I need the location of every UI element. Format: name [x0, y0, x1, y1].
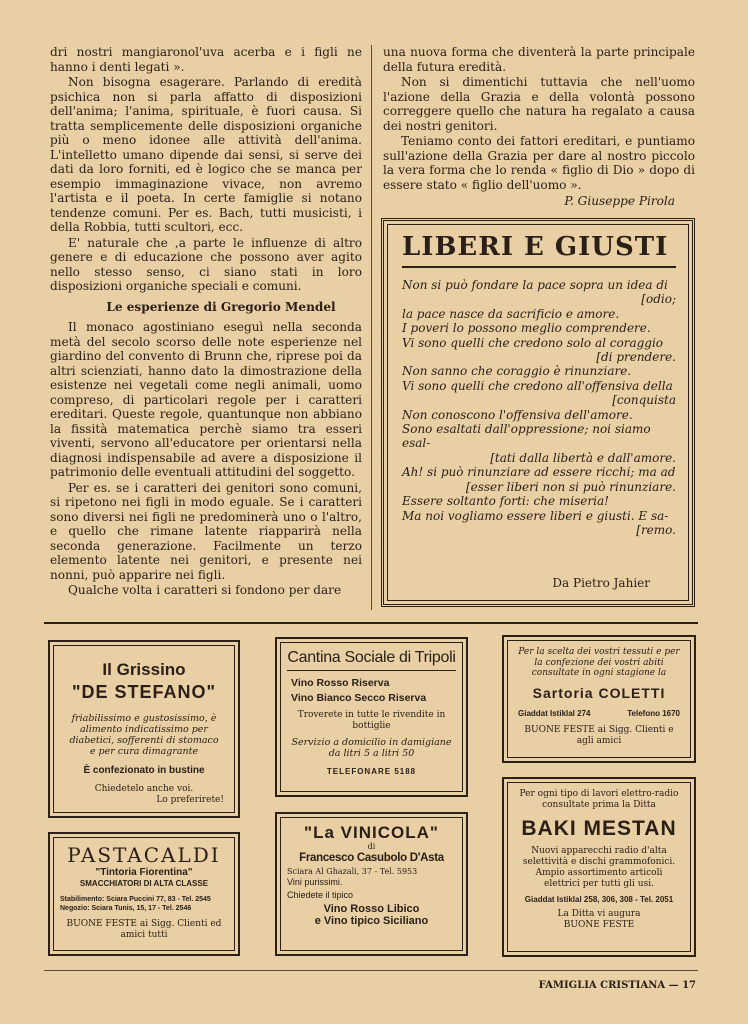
ad-frame: [507, 640, 691, 758]
ad-frame: [507, 782, 691, 952]
poem-line: Sono esaltati dall'oppressione; noi siamo esal-: [402, 422, 651, 451]
ad-phone: Telefono 1670: [627, 708, 680, 718]
poem-line: Non sanno che coraggio è rinunziare.: [402, 364, 632, 379]
poem-line: Non conoscono l'offensiva dell'amore.: [402, 407, 633, 422]
ad-frame: [280, 817, 463, 951]
ad-frame: [53, 837, 235, 951]
paragraph: Per es. se i caratteri dei genitori sono comuni, si ripetono nei figli in modo eguale. Se i caratteri sono diversi nei figli ne predominerà uno o l'altro, e quello che rimane latente riapparirà nella seconda generazione. Facilmente un terzo elemento latente nei genitori, e presente nei nonni, può apparire nei figli.: [50, 480, 362, 582]
ad-title: Cantina Sociale di Tripoli: [287, 649, 456, 671]
ad-call: Chiedetelo anche voi.: [94, 784, 194, 794]
ad-title: "La VINICOLA": [304, 823, 439, 842]
ad-contact-row: [514, 709, 684, 719]
ad-wine: Vino Bianco Secco Riserva: [291, 692, 427, 704]
ad-frame: [280, 642, 463, 792]
left-column: [50, 45, 362, 599]
paragraph: Non bisogna esagerare. Parlando di eredità psichica non si parla affatto di disposizioni dell'anima; l'anima, spirituale, è fuori causa. Si tratta semplicemente delle disposizioni organiche più o meno idonee alle attività dell'anima. L'intelletto umano dipende dai sensi, si serve dei dati da loro forniti, ed è logico che se manca per esempio immaginazione vivace, non avremo l'artista e il poeta. In certe famiglie si notano tendenze comuni. Per es. Bach, tutti musicisti, i della Robbia, tutti scultori, ecc.: [50, 75, 362, 234]
ad-brand: "DE STEFANO": [71, 682, 217, 702]
ad-slogan: Lo preferirete!: [156, 795, 224, 805]
paragraph: Non si dimentichi tuttavia che nell'uomo l'azione della Grazia e della volontà possono correggere quello che natura ha regalato a causa dei nostri genitori.: [383, 75, 695, 133]
author-signature: P. Giuseppe Pirola: [564, 194, 675, 208]
poem-line: [odio;: [641, 292, 676, 307]
poem-inner: [387, 224, 689, 601]
paragraph: E' naturale che ,a parte le influenze di altro genere e di educazione che possono aver agito nello stesso senso, ci siano stati in loro disposizioni organiche speciali e comuni.: [50, 235, 362, 293]
poem-title: LIBERI E GIUSTI: [402, 231, 676, 268]
ad-wine: Vino Rosso Riserva: [291, 677, 390, 689]
ad-greeting: BUONE FESTE ai Sigg. Clienti ed amici tutti: [66, 919, 222, 940]
paragraph: Qualche volta i caratteri si fondono per dare: [68, 583, 342, 597]
ad-vinicola: [275, 812, 468, 956]
ad-address: Stabilimento: Sciara Puccini 77, 83 - Tel. 2545: [60, 896, 211, 903]
right-column: [383, 45, 695, 209]
ad-coletti: [502, 635, 696, 763]
ad-text: Vini purissimi.: [287, 877, 343, 887]
ad-owner: Francesco Casubolo D'Asta: [299, 852, 444, 864]
ad-address: Giaddat Istiklal 274: [518, 708, 591, 718]
section-heading: Le esperienze di Gregorio Mendel: [106, 299, 336, 314]
ad-grissino: [48, 640, 240, 818]
ad-text: Chiedete il tipico: [287, 890, 354, 900]
poem-line: Non si può fondare la pace sopra un idea di: [402, 278, 668, 292]
paragraph: dri nostri mangiaronol'uva acerba e i figli ne hanno i denti legati ».: [50, 45, 362, 74]
paragraph: una nuova forma che diventerà la parte principale della futura eredità.: [383, 45, 695, 74]
poem-line: Vi sono quelli che credono solo al coraggio: [402, 335, 664, 350]
ad-text: di: [367, 842, 376, 851]
ad-pastacaldi: [48, 832, 240, 956]
ad-title: Il Grissino: [102, 660, 186, 679]
column-divider: [371, 45, 372, 610]
ad-text: Troverete in tutte le rivendite in bottiglie: [297, 710, 446, 731]
ad-wine: e Vino tipico Siciliano: [314, 915, 429, 927]
ad-title: PASTACALDI: [67, 843, 221, 867]
poem-line: Ah! si può rinunziare ad essere ricchi; ma ad: [402, 465, 676, 480]
ad-description: Nuovi apparecchi radio d'alta selettività e dischi grammofonici. Ampio assortimento articoli elettrici per tutti gli usi.: [522, 846, 676, 889]
ad-subtitle: "Tintoria Fiorentina": [95, 867, 193, 878]
page-footer: FAMIGLIA CRISTIANA — 17: [538, 980, 696, 991]
poem-author: Da Pietro Jahier: [552, 576, 650, 590]
ad-title: Sartoria COLETTI: [532, 684, 666, 701]
section-divider: [44, 622, 698, 624]
poem-line: [di prendere.: [596, 350, 676, 365]
ad-address: Negozio: Sciara Tunis, 15, 17 - Tel. 2546: [60, 905, 192, 912]
ad-phone: TELEFONARE 5188: [326, 767, 417, 776]
ad-intro: Per la scelta dei vostri tessuti e per la confezione dei vostri abiti consultate in ogni stagione la: [518, 647, 680, 678]
poem-line: [esser liberi non si può rinunziare.: [465, 479, 676, 494]
paragraph: Il monaco agostiniano eseguì nella seconda metà del secolo scorso delle note esperienze nel giardino del convento di Brunn che, riprese poi da altri scienziati, hanno dato la dimostrazione della esistenze nei vegetali come negli animali, uomo compreso, di particolari regole per i caratteri ereditari. Queste regole, quantunque non abbiano la fissità matematica perchè siamo tra esseri viventi, servono all'educatore per orientarsi nella diagnosi indispensabile ad avere a disposizione il patrimonio delle eventuali attitudini del soggetto.: [50, 320, 362, 479]
footer-rule: [44, 970, 698, 971]
ad-wish: La Ditta vi augura: [557, 909, 641, 919]
ad-greeting: BUONE FESTE: [563, 920, 635, 930]
ad-address: Sciara Al Ghazali, 37 - Tel. 5953: [287, 867, 418, 876]
poem-lines: [402, 278, 676, 537]
ad-frame: [53, 645, 235, 813]
ad-title: BAKI MESTAN: [521, 817, 677, 840]
ad-mestan: [502, 777, 696, 957]
poem-line: [tati dalla libertà e dall'amore.: [490, 450, 676, 465]
ad-description: friabilissimo e gustosissimo, è alimento indicatissimo per diabetici, sofferenti di stomaco e per cura dimagrante: [69, 713, 219, 757]
paragraph: Teniamo conto dei fattori ereditari, e puntiamo sull'azione della Grazia per dare al nostro piccolo la vera forma che lo renda « figlio di Dio » dopo di essere stato « figlio dell'uomo ».: [383, 134, 695, 192]
poem-line: Essere soltanto forti: che miseria!: [402, 494, 609, 509]
ad-address: Giaddat Istiklal 258, 306, 308 - Tel. 2051: [524, 895, 674, 904]
poem-box: [381, 218, 695, 607]
ad-packaging: È confezionato in bustine: [83, 765, 205, 776]
poem-line: [remo.: [636, 522, 676, 537]
poem-line: Ma noi vogliamo essere liberi e giusti. E sa-: [402, 508, 669, 523]
ad-subtitle-2: SMACCHIATORI DI ALTA CLASSE: [79, 879, 209, 888]
ad-delivery: Servizio a domicilio in damigiane da litri 5 a litri 50: [291, 737, 452, 759]
poem-line: Vi sono quelli che credono all'offensiva della: [402, 378, 673, 393]
poem-line: la pace nasce da sacrificio e amore.: [402, 306, 620, 321]
ad-wine: Vino Rosso Libico: [323, 903, 420, 915]
poem-line: [conquista: [612, 393, 676, 408]
ad-cantina: [275, 637, 468, 797]
ad-greeting: BUONE FESTE ai Sigg. Clienti e agli amici: [524, 724, 674, 746]
poem-line: I poveri lo possono meglio comprendere.: [402, 321, 651, 336]
ad-intro: Per ogni tipo di lavori elettro-radio consultate prima la Ditta: [519, 789, 679, 810]
